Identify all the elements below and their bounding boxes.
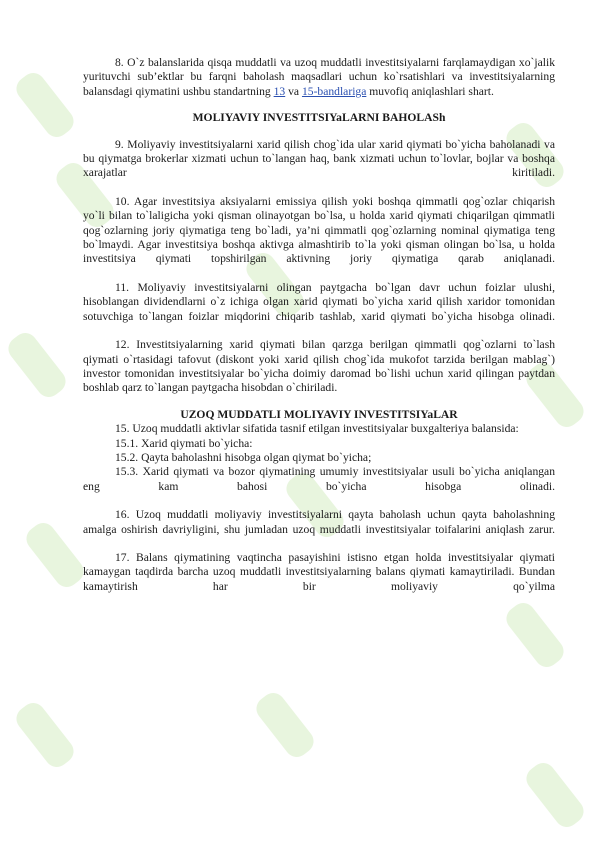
- watermark-shape: [502, 598, 569, 672]
- link-item-13[interactable]: 13: [273, 84, 286, 98]
- watermark-shape: [252, 688, 319, 762]
- list-item: 15.3. Xarid qiymati va bozor qiymatining umumiy investitsiyalar usuli bo`yicha aniqlangan eng kam bahosi bo`yicha hisobga olinadi.: [83, 465, 555, 493]
- paragraph-16: 16. Uzoq muddatli moliyaviy investitsiyalarni qayta baholash uchun qayta baholashning amalga oshirish davriyligini, shu jumladan uzoq muddatli investitsiyalar toifalarini aniqlash zarur.: [83, 508, 555, 536]
- link-item-15[interactable]: 15-bandlariga: [301, 84, 367, 98]
- watermark-shape: [4, 328, 71, 402]
- list-item: 15.1. Xarid qiymati bo`yicha:: [115, 436, 253, 450]
- watermark-shape: [12, 698, 79, 772]
- document-body: [83, 56, 555, 594]
- paragraph-12: 12. Investitsiyalarning xarid qiymati bilan qarzga berilgan qimmatli qog`ozlarni to`lash qiymati o`rtasidagi tafovut (diskont yoki xarid qilish chog`ida mukofot tarzida berilgan mablag`) investor tomonidan investitsiyalar bo`yicha doimiy daromad bo`lishi uchun xarid qilingan paytdan boshlab qarz to`langan paytgacha hisobdan o`chiriladi.: [83, 338, 555, 395]
- paragraph-9: 9. Moliyaviy investitsiyalarni xarid qilish chog`ida ular xarid qiymati bo`yicha baholanadi va bu qiymatga brokerlar xizmati uchun to`langan haq, bank xizmati uchun to`lovlar, bojlar va boshqa xarajatlar kiritiladi.: [83, 137, 555, 180]
- paragraph-8: [83, 56, 555, 99]
- paragraph-17: 17. Balans qiymatining vaqtincha pasayishini istisno etgan holda investitsiyalar qiymati kamaygan taqdirda barcha uzoq muddatli investitsiyalarning balans qiymati kamaytiriladi. Bundan kamaytirish har bir moliyaviy qo`yilma: [83, 550, 555, 593]
- paragraph-11: 11. Moliyaviy investitsiyalarni olingan paytgacha bo`lgan davr uchun foizlar ulushi, hisoblangan dividendlarni o`z ichiga olgan xarid qiymati bo`yicha xarid qilish xaridor tomonidan sotuvchiga to`langan foizlar miqdorini chiqarib tashlab, xarid qiymati bo`yicha hisobga olinadi.: [83, 280, 555, 323]
- list-item: 15.2. Qayta baholashni hisobga olgan qiymat bo`yicha;: [115, 450, 372, 464]
- watermark-shape: [22, 518, 89, 592]
- watermark-shape: [12, 68, 79, 142]
- paragraph-10: 10. Agar investitsiya aksiyalarni emissiya qilish yoki boshqa qimmatli qog`ozlar chiqarish yo`li bilan to`laligicha yoki qisman olinayotgan bo`lsa, u holda xarid qiymati chiqarilgan qimmatli qog`ozlarning joriy qiymatiga teng bo`ladi, ya’ni qimmatli qog`ozlarning nominal qiymatiga teng bo`lmaydi. Agar investitsiya boshqa aktivga almashtirib to`la yoki qisman olingan bo`lsa, u holda investitsiya qiymati topshirilgan aktivning joriy qiymatiga qarab aniqlanadi.: [83, 194, 555, 266]
- paragraph-8-text-mid: va: [285, 84, 302, 98]
- section-heading: UZOQ MUDDATLI MOLIYAVIY INVESTITSIYaLAR: [180, 407, 458, 421]
- paragraph-15: 15. Uzoq muddatli aktivlar sifatida tasnif etilgan investitsiyalar buxgalteriya balansida:: [115, 422, 519, 436]
- paragraph-8-text: 8. O`z balanslarida qisqa muddatli va uzoq muddatli investitsiyalarni farqlamaydigan xo`jalik yurituvchi sub’ektlar bu farqni baholash maqsadlari uchun ko`rsatishlari va investitsiyalarning balansdagi qiymatini ushbu standartning: [83, 56, 555, 98]
- section-heading: MOLIYAVIY INVESTITSIYaLARNI BAHOLASh: [192, 111, 446, 125]
- watermark-shape: [522, 758, 589, 832]
- paragraph-8-text-end: muvofiq aniqlashlari shart.: [366, 84, 494, 98]
